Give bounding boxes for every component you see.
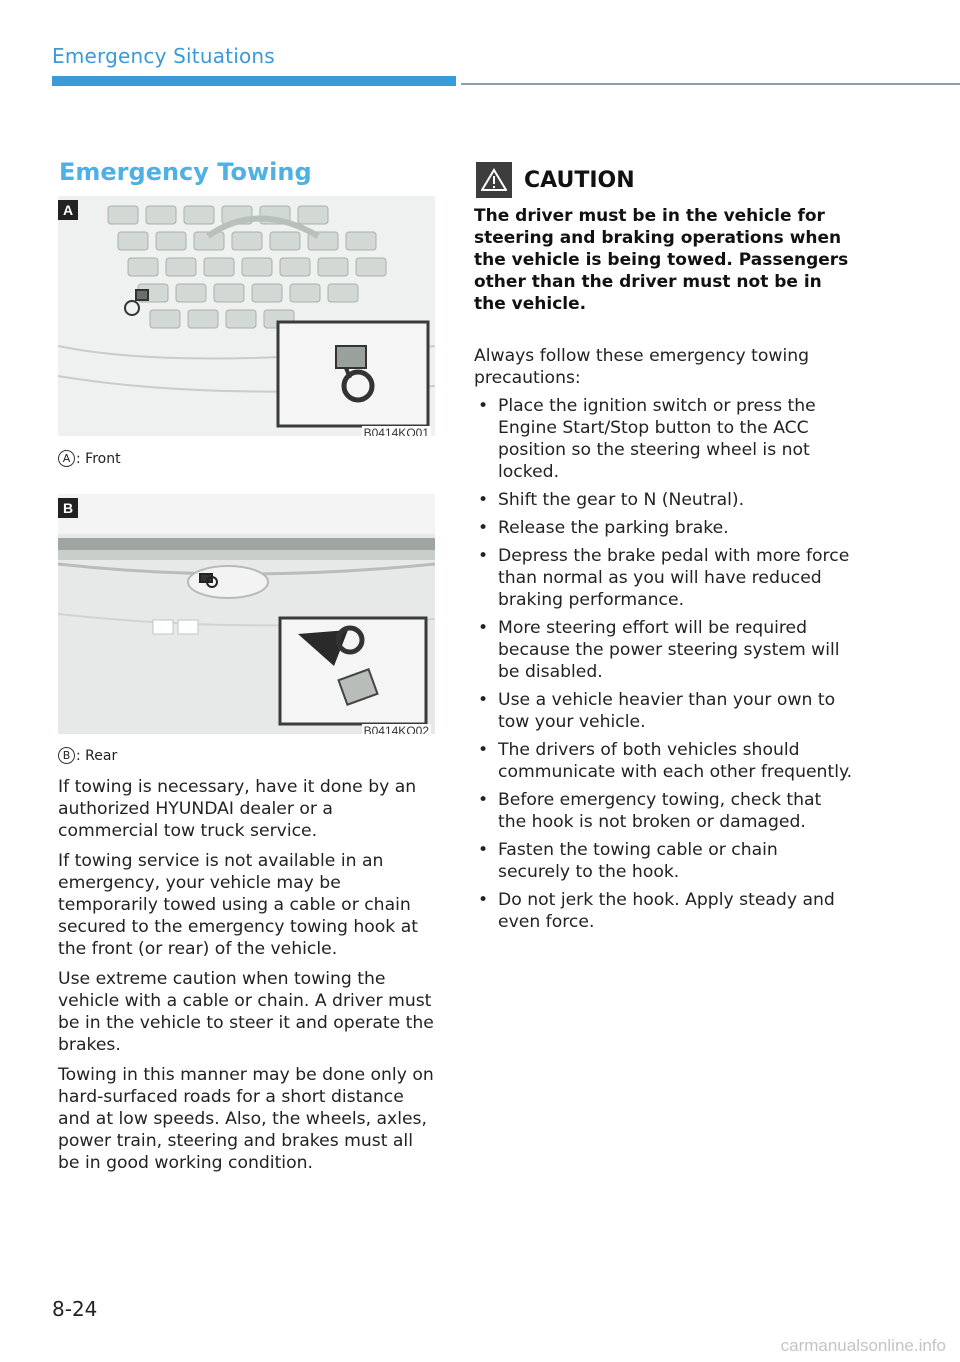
list-item-text: Release the parking brake. xyxy=(498,518,729,538)
circled-letter: A xyxy=(58,450,75,467)
list-item xyxy=(474,617,854,683)
caption-text: : Rear xyxy=(76,748,118,764)
figure-badge: A xyxy=(58,200,78,220)
circled-letter: B xyxy=(58,747,75,764)
rear-bumper-illustration xyxy=(58,494,435,734)
list-item-text: Use a vehicle heavier than your own to tow your vehicle. xyxy=(498,690,836,732)
bullet: • xyxy=(478,740,489,760)
list-item-text: The drivers of both vehicles should communicate with each other frequently. xyxy=(498,740,853,782)
list-item-text: Fasten the towing cable or chain securely to the hook. xyxy=(498,840,778,882)
list-item-text: Before emergency towing, check that the hook is not broken or damaged. xyxy=(498,790,822,832)
list-item xyxy=(474,739,854,783)
bullet: • xyxy=(478,490,489,510)
list-item xyxy=(474,839,854,883)
running-header: Emergency Situations xyxy=(52,44,275,68)
list-item xyxy=(474,545,854,611)
bullet: • xyxy=(478,890,489,910)
caution-text: The driver must be in the vehicle for steering and braking operations when the vehicle is being towed. Passengers other than the driver must not be in the vehicle. xyxy=(474,206,849,314)
paragraph: If towing is necessary, have it done by an authorized HYUNDAI dealer or a commercial tow truck service. xyxy=(58,777,417,841)
paragraph: If towing service is not available in an emergency, your vehicle may be temporarily towed using a cable or chain secured to the emergency towing hook at the front (or rear) of the vehicle. xyxy=(58,851,418,959)
bullet: • xyxy=(478,518,489,538)
list-item-text: Depress the brake pedal with more force than normal as you will have reduced braking performance. xyxy=(498,546,850,610)
header-rule-accent xyxy=(52,76,456,86)
figure-code: B0414KO01 xyxy=(362,426,431,436)
list-item xyxy=(474,789,854,833)
figure-rear-towing-hook xyxy=(58,494,435,734)
list-item xyxy=(474,889,854,933)
bullet: • xyxy=(478,840,489,860)
list-item-text: More steering effort will be required because the power steering system will be disabled. xyxy=(498,618,840,682)
list-item-text: Place the ignition switch or press the Engine Start/Stop button to the ACC position so the steering wheel is not locked. xyxy=(498,396,816,482)
list-item xyxy=(474,689,854,733)
bullet: • xyxy=(478,790,489,810)
bullet: • xyxy=(478,690,489,710)
watermark: carmanualsonline.info xyxy=(780,1336,946,1355)
figure-code: B0414KO02 xyxy=(362,724,431,734)
caution-label: CAUTION xyxy=(524,167,635,193)
bullet: • xyxy=(478,396,489,416)
towing-instructions xyxy=(58,776,436,1182)
list-item xyxy=(474,395,854,483)
caution-section xyxy=(474,160,854,939)
bullet: • xyxy=(478,618,489,638)
figure-caption-front xyxy=(58,450,121,467)
list-item-text: Do not jerk the hook. Apply steady and even force. xyxy=(498,890,835,932)
figure-badge: B xyxy=(58,498,78,518)
header-rule xyxy=(461,83,960,85)
figure-caption-rear xyxy=(58,747,117,764)
paragraph: Towing in this manner may be done only on hard-surfaced roads for a short distance and at low speeds. Also, the wheels, axles, power train, steering and brakes must all be in good working condition. xyxy=(58,1065,434,1173)
list-item xyxy=(474,489,854,511)
caution-heading xyxy=(476,160,854,200)
page-number: 8-24 xyxy=(52,1297,98,1321)
figure-front-towing-hook xyxy=(58,196,435,436)
precautions-list xyxy=(474,395,854,933)
precautions-intro: Always follow these emergency towing precautions: xyxy=(474,346,810,388)
caption-text: : Front xyxy=(76,451,121,467)
front-grille-illustration xyxy=(58,196,435,436)
paragraph: Use extreme caution when towing the vehicle with a cable or chain. A driver must be in the vehicle to steer it and operate the brakes. xyxy=(58,969,434,1055)
list-item xyxy=(474,517,854,539)
list-item-text: Shift the gear to N (Neutral). xyxy=(498,490,745,510)
warning-triangle-icon xyxy=(476,162,512,198)
bullet: • xyxy=(478,546,489,566)
section-title: Emergency Towing xyxy=(59,158,312,186)
